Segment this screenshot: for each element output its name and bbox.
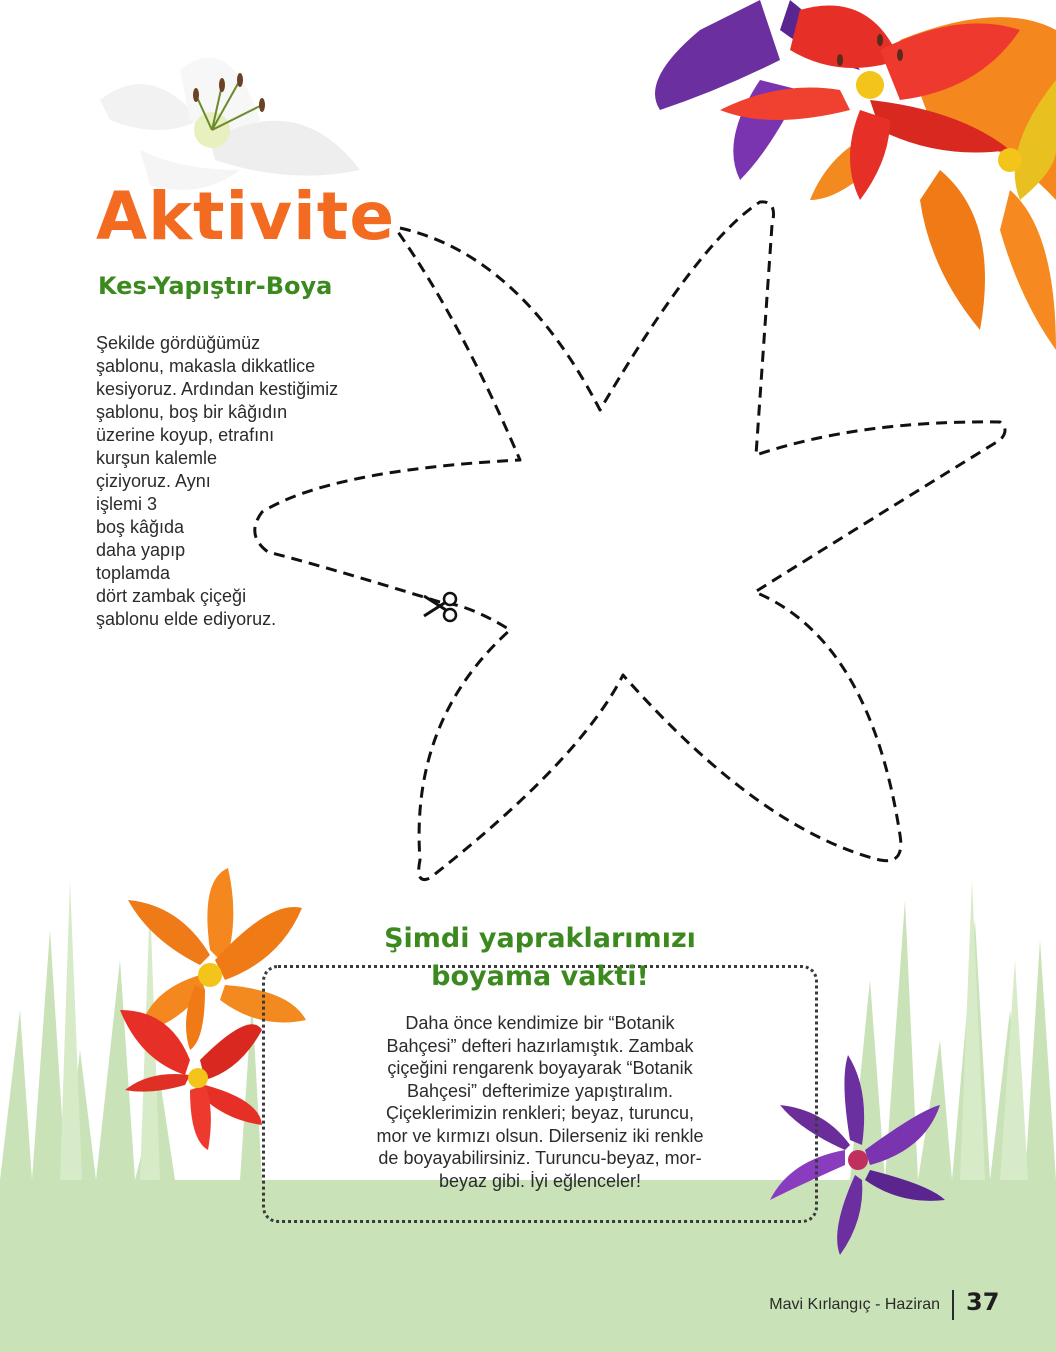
white-lily-illustration	[100, 58, 360, 190]
page-title: Aktivite	[96, 178, 396, 255]
coloring-headline-line: Şimdi yapraklarımızı	[384, 923, 696, 954]
instructions-paragraph	[96, 332, 338, 631]
instructions-line: boş kâğıda	[96, 517, 185, 537]
coloring-headline	[300, 920, 780, 996]
instructions-line: kurşun kalemle	[96, 448, 218, 468]
instructions-line: işlemi 3	[96, 494, 158, 514]
instructions-line: üzerine koyup, etrafını	[96, 425, 275, 445]
coloring-line: Çiçeklerimizin renkleri; beyaz, turuncu,	[385, 1103, 695, 1123]
coloring-line: de boyayabilirsiniz. Turuncu-beyaz, mor-	[378, 1148, 702, 1168]
instructions-line: daha yapıp	[96, 540, 186, 560]
coloring-line: mor ve kırmızı olsun. Dilerseniz iki renkle	[376, 1125, 704, 1146]
footer-divider	[952, 1290, 954, 1320]
instructions-line: şablonu, boş bir kâğıdın	[96, 402, 288, 422]
coloring-line: Bahçesi” defteri hazırlamıştık. Zambak	[386, 1035, 694, 1056]
instructions-line: kesiyoruz. Ardından kestiğimiz	[96, 379, 339, 399]
instructions-line: şablonu, makasla dikkatlice	[96, 356, 316, 376]
page-subtitle: Kes-Yapıştır-Boya	[98, 272, 333, 300]
coloring-line: Daha önce kendimize bir “Botanik	[405, 1013, 675, 1033]
instructions-line: şablonu elde ediyoruz.	[96, 609, 277, 629]
lily-template-outline	[255, 202, 1005, 880]
page-number: 37	[966, 1288, 1000, 1316]
coloring-paragraph	[320, 1012, 760, 1192]
coloring-line: Bahçesi” defterimize yapıştıralım.	[406, 1080, 674, 1101]
instructions-line: toplamda	[96, 563, 171, 583]
lily-cluster-top-right	[655, 0, 1056, 350]
instructions-line: dört zambak çiçeği	[96, 586, 247, 606]
coloring-headline-line: boyama vakti!	[431, 961, 649, 992]
instructions-line: Şekilde gördüğümüz	[96, 333, 261, 353]
bottom-band	[0, 1330, 1056, 1352]
coloring-line: çiçeğini rengarenk boyayarak “Botanik	[387, 1058, 693, 1078]
coloring-line: beyaz gibi. İyi eğlenceler!	[438, 1170, 642, 1191]
instructions-line: çiziyoruz. Aynı	[96, 471, 211, 491]
magazine-name: Mavi Kırlangıç - Haziran	[769, 1296, 940, 1313]
